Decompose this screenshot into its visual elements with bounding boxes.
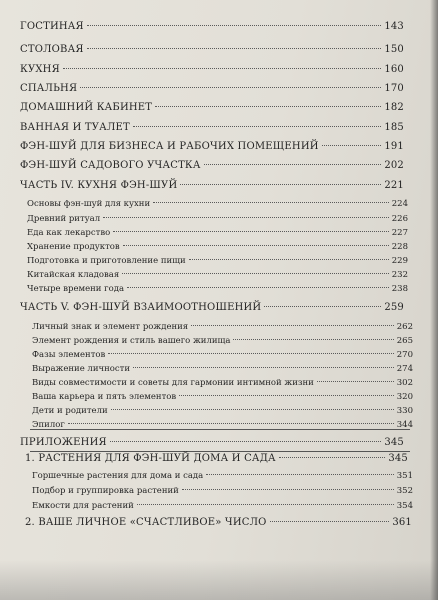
toc-entry-page: 224 [391,199,408,209]
toc-entry-page: 351 [396,471,413,481]
toc-entry-title: Фазы элементов [32,350,106,360]
leader-dots [279,457,386,458]
toc-subentry [32,364,413,374]
toc-entry-title: Выражение личности [32,364,131,374]
page-bottom-shadow [0,560,438,600]
toc-entry-page: 352 [396,486,413,496]
toc-entry-page: 320 [396,392,413,402]
toc-entry-page: 354 [396,501,413,511]
toc-part-heading [20,302,404,313]
toc-subentry [27,256,408,266]
toc-subentry [27,199,408,209]
leader-dots [270,521,390,522]
leader-dots [317,381,394,382]
leader-dots [127,287,389,288]
leader-dots [182,489,394,490]
toc-entry-page: 228 [391,242,408,252]
toc-entry-page: 202 [384,160,404,171]
toc-subentry [27,228,408,238]
toc-entry-page: 274 [396,364,413,374]
toc-subentry [27,242,408,252]
toc-entry-page: 227 [391,228,408,238]
leader-dots [103,217,389,218]
toc-entry-page: 232 [391,270,408,280]
toc-entry-page: 221 [384,180,404,191]
toc-entry-title: ЧАСТЬ V. ФЭН-ШУЙ ВЗАИМООТНОШЕНИЙ [20,302,262,313]
leader-dots [110,441,382,442]
toc-entry-page: 259 [384,302,404,313]
leader-dots [322,145,382,146]
toc-entry-page: 345 [388,453,408,464]
toc-entry-page: 262 [396,322,413,332]
toc-entry-title: Хранение продуктов [27,242,120,252]
leader-dots [123,245,389,246]
toc-entry [20,141,404,152]
toc-subentry [32,350,413,360]
leader-dots [153,202,389,203]
toc-entry [25,453,408,464]
leader-dots [191,325,394,326]
toc-entry-page: 150 [384,44,404,55]
leader-dots [155,106,381,107]
toc-entry-page: 170 [384,83,404,94]
toc-entry-page: 302 [396,378,413,388]
leader-dots [206,474,394,475]
leader-dots [87,48,382,49]
toc-entry-title: 2. ВАШЕ ЛИЧНОЕ «СЧАСТЛИВОЕ» ЧИСЛО [25,517,267,528]
toc-entry-title: Китайская кладовая [27,270,120,280]
toc-entry-title: Виды совместимости и советы для гармонии интимной жизни [32,378,314,388]
toc-part-heading [20,437,404,448]
leader-dots [122,273,389,274]
toc-entry [20,160,404,171]
toc-entry-title: ЧАСТЬ IV. КУХНЯ ФЭН-ШУЙ [20,180,178,191]
toc-entry-title: ВАННАЯ И ТУАЛЕТ [20,122,130,133]
toc-entry-page: 185 [384,122,404,133]
toc-entry-title: Основы фэн-шуй для кухни [27,199,151,209]
toc-entry-title: Личный знак и элемент рождения [32,322,189,332]
toc-entry-page: 265 [396,336,413,346]
leader-dots [189,259,389,260]
toc-subentry [32,406,413,416]
toc-entry-page: 191 [384,141,404,152]
toc-entry-title: 1. РАСТЕНИЯ ДЛЯ ФЭН-ШУЙ ДОМА И САДА [25,453,276,464]
leader-dots [111,409,394,410]
toc-entry-title: ДОМАШНИЙ КАБИНЕТ [20,102,153,113]
leader-dots [68,423,394,424]
toc-entry-title: СПАЛЬНЯ [20,83,78,94]
toc-entry [20,21,404,32]
toc-entry-title: Емкости для растений [32,501,134,511]
toc-entry-page: 143 [384,21,404,32]
toc-entry-page: 330 [396,406,413,416]
leader-dots [133,126,381,127]
toc-subentry [32,378,413,388]
toc-entry-page: 270 [396,350,413,360]
toc-entry-title: Подготовка и приготовление пищи [27,256,186,266]
toc-entry-title: Древний ритуал [27,214,101,224]
leader-dots [113,231,389,232]
toc-entry-title: Дети и родители [32,406,108,416]
leader-dots [133,367,394,368]
toc-entry-page: 160 [384,64,404,75]
toc-entry-title: Четыре времени года [27,284,125,294]
toc-entry [25,517,412,528]
toc-entry [20,83,404,94]
toc-entry-title: Еда как лекарство [27,228,111,238]
leader-dots [63,68,381,69]
toc-entry-page: 238 [391,284,408,294]
section-divider [30,451,410,452]
leader-dots [204,164,382,165]
toc-subentry [32,471,413,481]
leader-dots [87,25,381,26]
leader-dots [180,184,381,185]
leader-dots [137,504,394,505]
toc-entry-page: 361 [392,517,412,528]
leader-dots [264,306,381,307]
toc-entry-page: 345 [384,437,404,448]
toc-subentry [32,322,413,332]
toc-entry-page: 226 [391,214,408,224]
toc-entry [20,44,404,55]
toc-subentry [32,486,413,496]
toc-entry-title: Эпилог [32,420,65,430]
toc-entry-title: Элемент рождения и стиль вашего жилища [32,336,231,346]
toc-entry-page: 229 [391,256,408,266]
toc-entry-title: ПРИЛОЖЕНИЯ [20,437,107,448]
toc-subentry [32,501,413,511]
leader-dots [179,395,394,396]
toc-subentry [32,392,413,402]
toc-subentry [32,336,413,346]
toc-entry-title: КУХНЯ [20,64,60,75]
toc-entry [20,64,404,75]
toc-entry-title: Подбор и группировка растений [32,486,179,496]
toc-entry-title: ФЭН-ШУЙ САДОВОГО УЧАСТКА [20,160,201,171]
page-edge-shadow [430,0,438,600]
toc-entry-page: 344 [396,420,413,430]
toc-entry-title: СТОЛОВАЯ [20,44,84,55]
toc-part-heading [20,180,404,191]
toc-entry-title: ГОСТИНАЯ [20,21,84,32]
section-divider [30,429,410,430]
toc-entry [20,122,404,133]
leader-dots [80,87,381,88]
toc-subentry [27,214,408,224]
toc-entry-title: Ваша карьера и пять элементов [32,392,177,402]
leader-dots [108,353,393,354]
toc-entry [20,102,404,113]
leader-dots [233,339,393,340]
toc-subentry [27,270,408,280]
toc-entry-title: ФЭН-ШУЙ ДЛЯ БИЗНЕСА И РАБОЧИХ ПОМЕЩЕНИЙ [20,141,319,152]
toc-entry-page: 182 [384,102,404,113]
toc-subentry [27,284,408,294]
toc-entry-title: Горшечные растения для дома и сада [32,471,204,481]
